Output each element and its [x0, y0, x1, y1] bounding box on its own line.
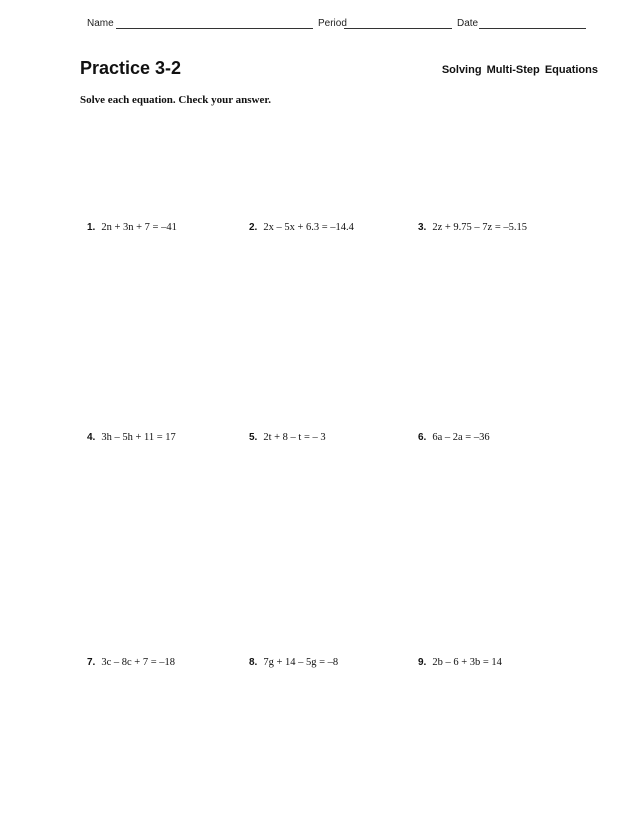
name-line[interactable]	[116, 28, 313, 29]
date-line[interactable]	[479, 28, 586, 29]
page-subtitle: Solving Multi-Step Equations	[441, 64, 598, 76]
problem-4	[87, 427, 176, 445]
page-title: Practice 3-2	[80, 58, 182, 78]
period-line[interactable]	[344, 28, 452, 29]
problem-7	[87, 652, 175, 670]
problem-number: 6.	[418, 432, 427, 443]
problem-9	[418, 652, 502, 670]
problem-number: 2.	[249, 222, 258, 233]
problem-number: 7.	[87, 657, 96, 668]
problem-3	[418, 217, 527, 235]
period-label: Period	[318, 18, 347, 29]
date-label: Date	[457, 18, 479, 29]
problem-equation: 3h – 5h + 11 = 17	[101, 432, 176, 443]
problem-2	[249, 217, 354, 235]
name-label: Name	[87, 18, 114, 29]
problem-equation: 2t + 8 – t = – 3	[263, 432, 326, 443]
problem-equation: 7g + 14 – 5g = –8	[263, 657, 339, 668]
instructions: Solve each equation. Check your answer.	[80, 94, 271, 106]
problem-equation: 2x – 5x + 6.3 = –14.4	[263, 222, 354, 233]
problem-equation: 2z + 9.75 – 7z = –5.15	[432, 222, 528, 233]
problem-5	[249, 427, 326, 445]
problem-number: 4.	[87, 432, 96, 443]
problem-equation: 6a – 2a = –36	[432, 432, 490, 443]
problem-number: 3.	[418, 222, 427, 233]
problem-number: 5.	[249, 432, 258, 443]
problem-equation: 2b – 6 + 3b = 14	[432, 657, 502, 668]
problem-number: 8.	[249, 657, 258, 668]
problem-number: 1.	[87, 222, 96, 233]
problem-1	[87, 217, 177, 235]
problem-equation: 3c – 8c + 7 = –18	[101, 657, 176, 668]
problem-number: 9.	[418, 657, 427, 668]
problem-equation: 2n + 3n + 7 = –41	[101, 222, 177, 233]
problem-6	[418, 427, 490, 445]
problem-8	[249, 652, 338, 670]
